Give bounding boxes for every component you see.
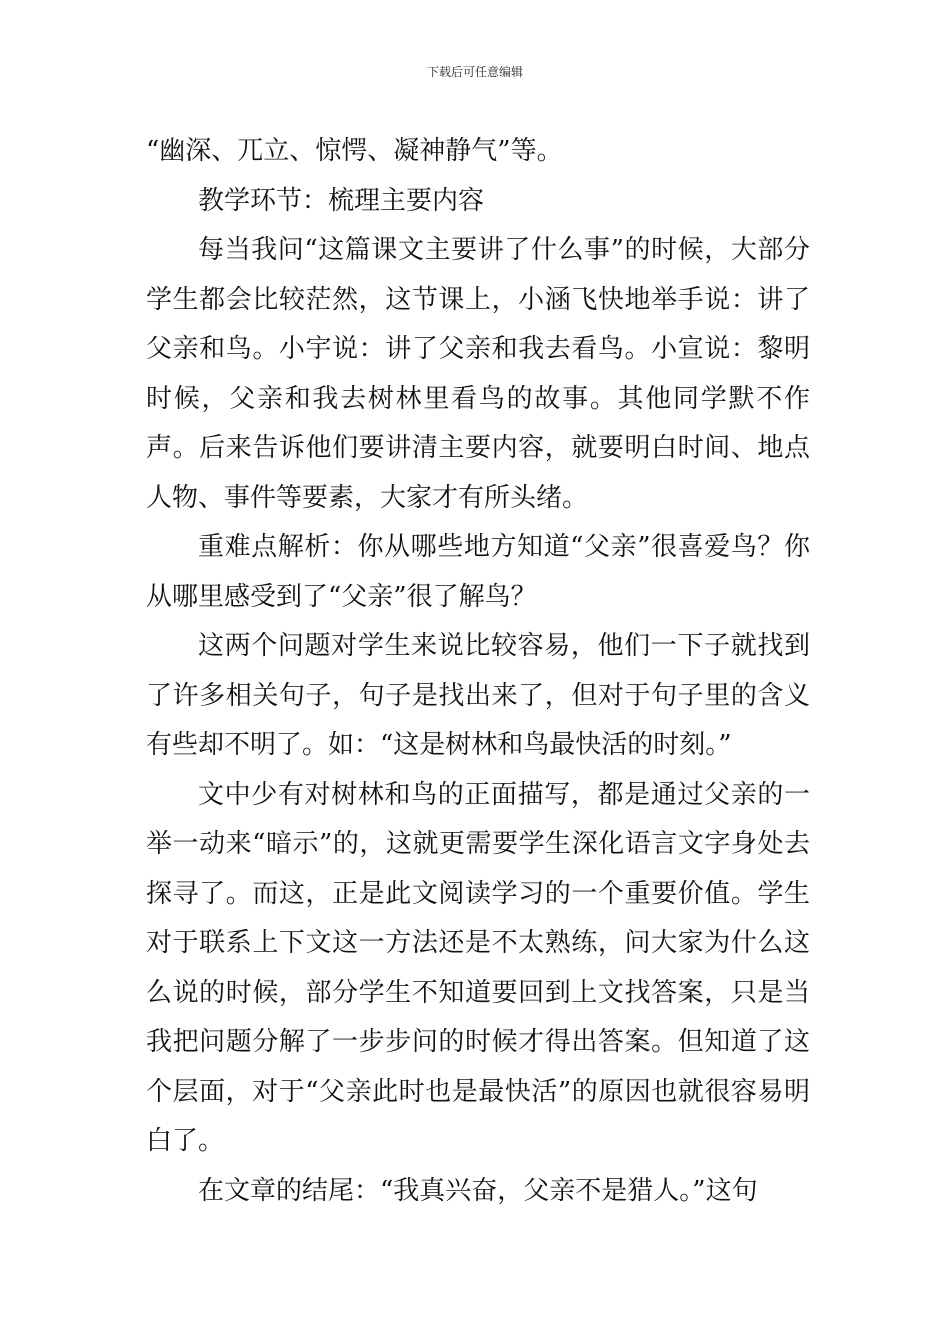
paragraph-5: 这两个问题对学生来说比较容易，他们一下子就找到了许多相关句子，句子是找出来了，但对于句子里的含义有些却不明了。如：“这是树林和鸟最快活的时刻。” [146, 631, 810, 760]
paragraph-7: 在文章的结尾：“我真兴奋，父亲不是猎人。”这句 [198, 1175, 758, 1206]
paragraph-2: 教学环节：梳理主要内容 [198, 185, 485, 216]
document-body [146, 127, 810, 1216]
paragraph-4: 重难点解析：你从哪些地方知道“父亲”很喜爱鸟？你从哪里感受到了“父亲”很了解鸟？ [146, 532, 810, 612]
paragraph-3: 每当我问“这篇课文主要讲了什么事”的时候，大部分学生都会比较茫然，这节课上，小涵飞快地举手说：讲了父亲和鸟。小宇说：讲了父亲和我去看鸟。小宣说：黎明时候，父亲和我去树林里看鸟的故事。其他同学默不作声。后来告诉他们要讲清主要内容，就要明白时间、地点人物、事件等要素，大家才有所头绪。 [146, 235, 810, 513]
paragraph-1: “幽深、兀立、惊愕、凝神静气”等。 [146, 136, 563, 166]
page-header-note: 下载后可任意编辑 [426, 65, 523, 79]
paragraph-6: 文中少有对树林和鸟的正面描写，都是通过父亲的一举一动来“暗示”的，这就更需要学生深化语言文字身处去探寻了。而这，正是此文阅读学习的一个重要价值。学生对于联系上下文这一方法还是不太熟练，问大家为什么这么说的时候，部分学生不知道要回到上文找答案，只是当我把问题分解了一步步问的时候才得出答案。但知道了这个层面，对于“父亲此时也是最快活”的原因也就很容易明白了。 [146, 779, 810, 1156]
